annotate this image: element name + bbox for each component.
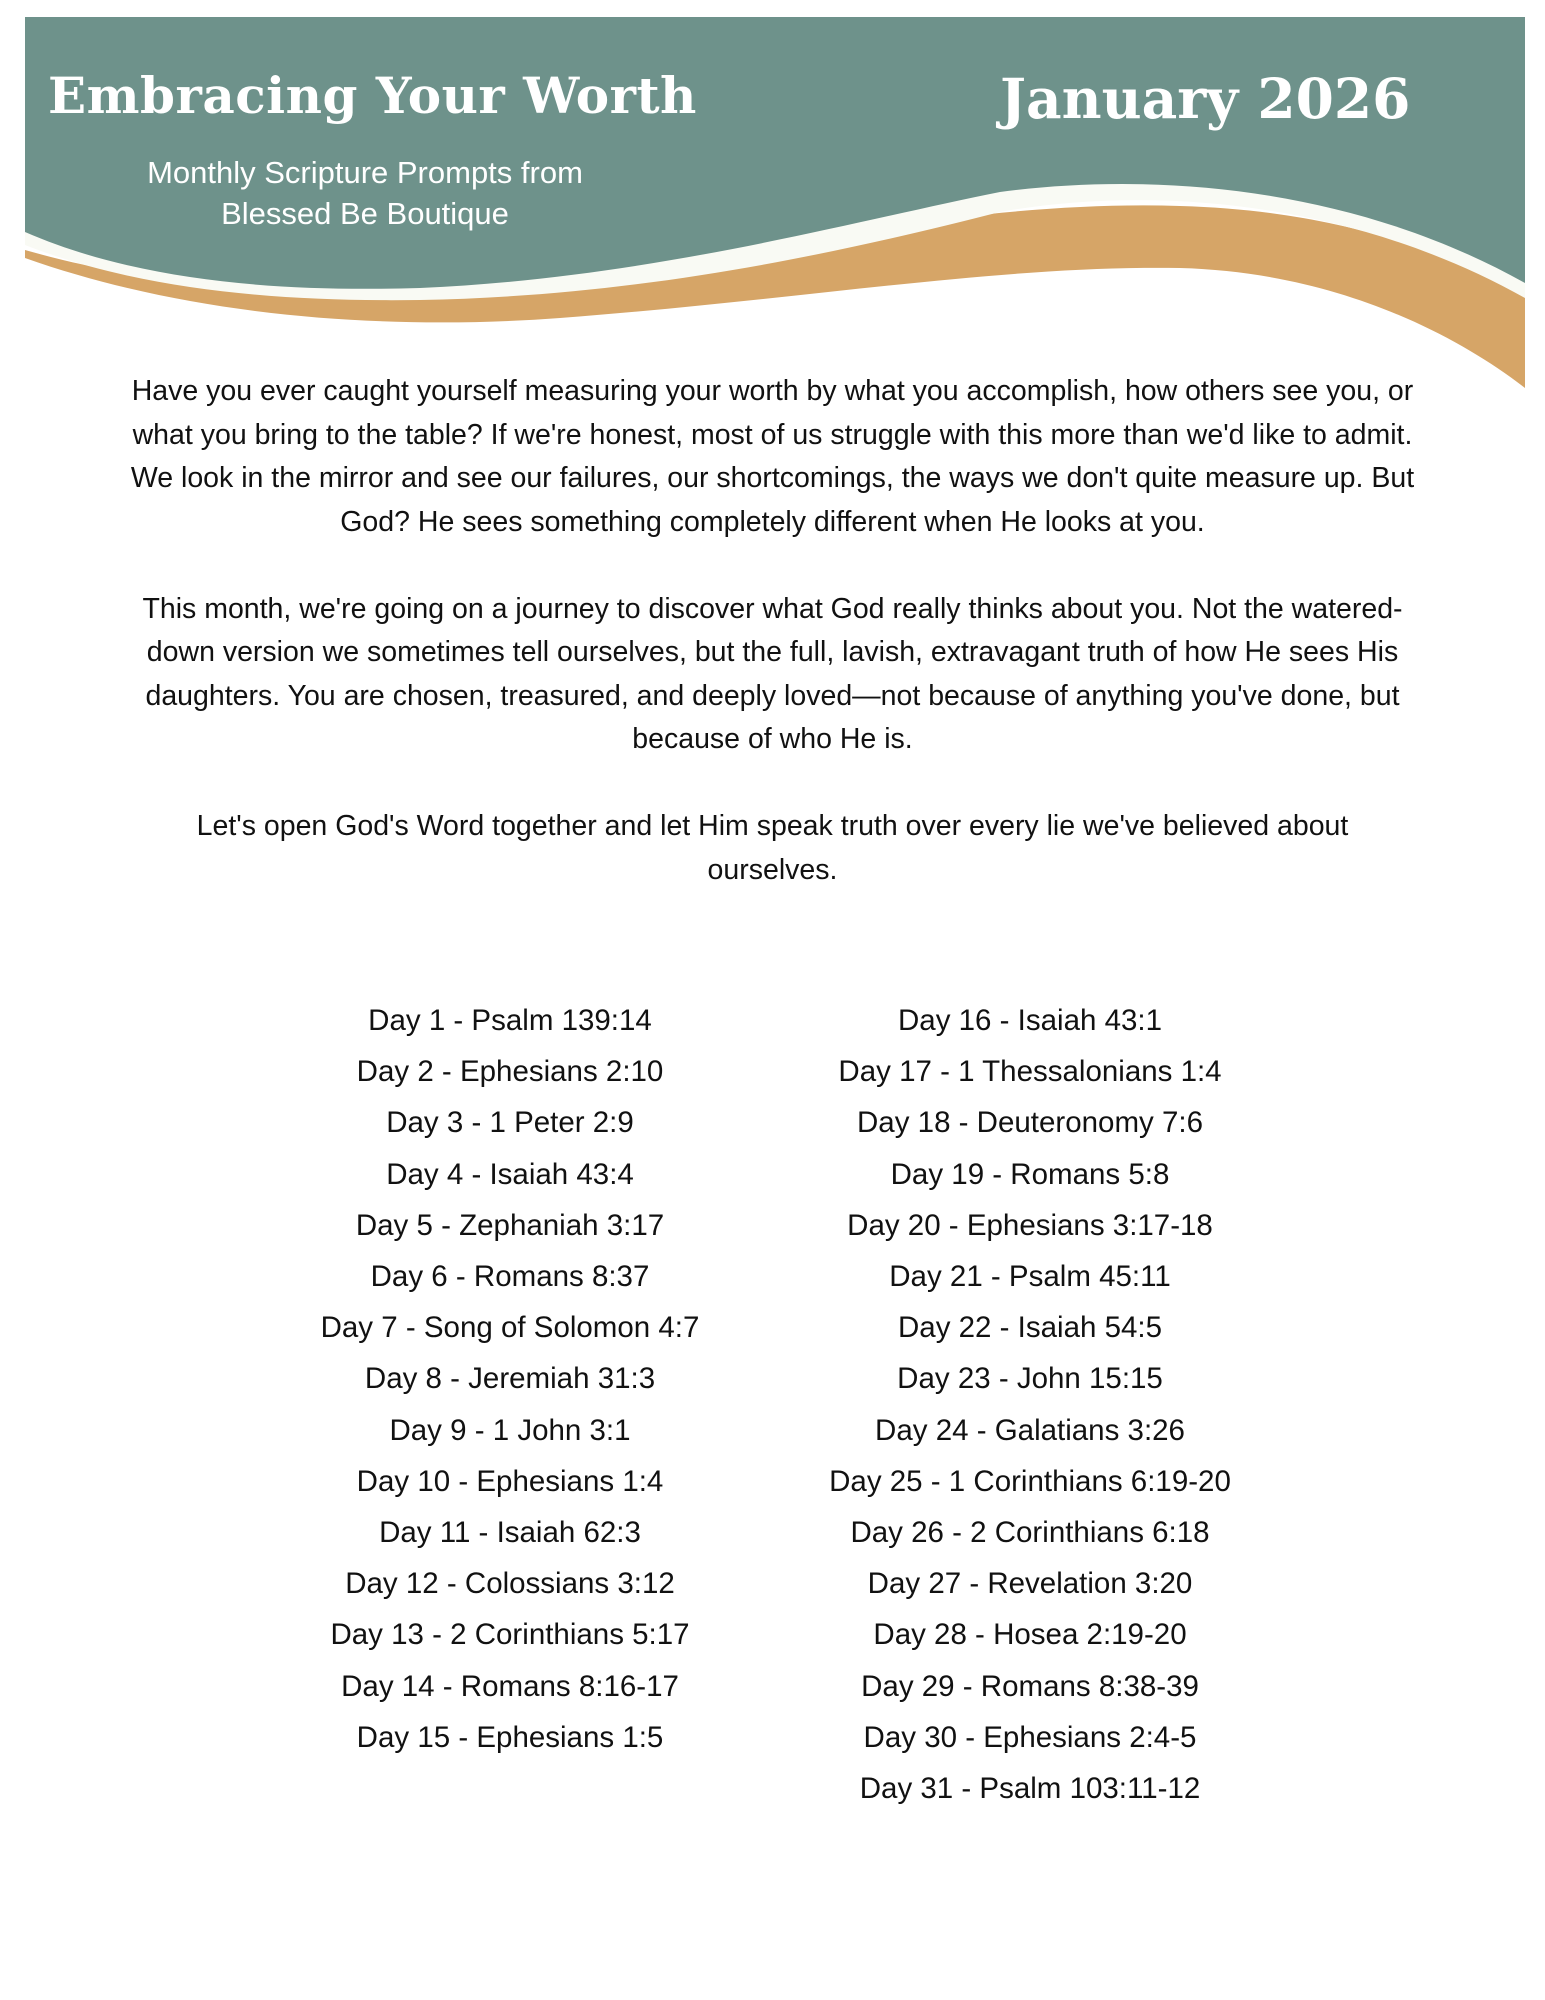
intro-text: [130, 370, 1415, 936]
scripture-item: Day 29 - Romans 8:38-39: [861, 1669, 1199, 1703]
scripture-item: Day 26 - 2 Corinthians 6:18: [850, 1516, 1210, 1550]
scripture-item: Day 22 - Isaiah 54:5: [897, 1311, 1163, 1345]
intro-paragraph: This month, we're going on a journey to discover what God really thinks about you. Not the watered-down version we sometimes tell ourselves, but the full, lavish, extravagant truth of how He sees His daughters. You are chosen, treasured, and deeply loved—not because of anything you've done, but because of who He is.: [142, 592, 1403, 755]
scripture-item: Day 27 - Revelation 3:20: [867, 1567, 1193, 1601]
scripture-item: Day 5 - Zephaniah 3:17: [355, 1208, 665, 1242]
scripture-item: Day 1 - Psalm 139:14: [368, 1004, 652, 1037]
month-label: January 2026: [1000, 66, 1411, 131]
scripture-list-right: [780, 995, 1280, 1814]
scripture-item: Day 21 - Psalm 45:11: [889, 1260, 1171, 1294]
scripture-item: Day 11 - Isaiah 62:3: [379, 1516, 641, 1550]
intro-paragraph: Have you ever caught yourself measuring your worth by what you accomplish, how others see you, or what you bring to the table? If we're honest, most of us struggle with this more than we'd like to admit. We look in the mirror and see our failures, our shortcomings, the ways we don't quite measure up. But God? He sees something completely different when He looks at you.: [130, 375, 1415, 538]
scripture-item: Day 7 - Song of Solomon 4:7: [320, 1311, 700, 1345]
scripture-item: Day 28 - Hosea 2:19-20: [873, 1618, 1187, 1652]
scripture-item: Day 13 - 2 Corinthians 5:17: [330, 1618, 690, 1652]
scripture-item: Day 4 - Isaiah 43:4: [386, 1157, 634, 1191]
scripture-item: Day 19 - Romans 5:8: [890, 1157, 1170, 1191]
page-title: Embracing Your Worth: [48, 66, 697, 125]
header-banner: [0, 0, 1545, 400]
scripture-item: Day 8 - Jeremiah 31:3: [364, 1362, 656, 1396]
scripture-item: Day 18 - Deuteronomy 7:6: [857, 1106, 1203, 1140]
scripture-item: Day 2 - Ephesians 2:10: [356, 1055, 664, 1089]
scripture-item: Day 10 - Ephesians 1:4: [356, 1464, 664, 1498]
subtitle-line: Monthly Scripture Prompts from: [147, 155, 583, 190]
scripture-item: Day 31 - Psalm 103:11-12: [859, 1772, 1201, 1806]
page-subtitle: [60, 152, 670, 234]
scripture-item: Day 25 - 1 Corinthians 6:19-20: [829, 1464, 1231, 1498]
intro-paragraph: Let's open God's Word together and let Him speak truth over every lie we've believed about ourselves.: [196, 810, 1349, 886]
scripture-item: Day 3 - 1 Peter 2:9: [386, 1106, 634, 1140]
scripture-list-left: [270, 995, 750, 1763]
scripture-item: Day 24 - Galatians 3:26: [875, 1413, 1185, 1447]
scripture-item: Day 9 - 1 John 3:1: [389, 1413, 631, 1447]
scripture-item: Day 12 - Colossians 3:12: [345, 1567, 675, 1601]
scripture-item: Day 20 - Ephesians 3:17-18: [847, 1208, 1213, 1242]
scripture-item: Day 30 - Ephesians 2:4-5: [863, 1720, 1197, 1754]
scripture-item: Day 6 - Romans 8:37: [370, 1260, 650, 1294]
scripture-item: Day 16 - Isaiah 43:1: [897, 1004, 1163, 1037]
scripture-item: Day 17 - 1 Thessalonians 1:4: [838, 1055, 1222, 1089]
scripture-item: Day 23 - John 15:15: [897, 1362, 1163, 1396]
scripture-item: Day 14 - Romans 8:16-17: [341, 1669, 679, 1703]
scripture-item: Day 15 - Ephesians 1:5: [356, 1720, 664, 1754]
subtitle-line: Blessed Be Boutique: [221, 196, 509, 231]
